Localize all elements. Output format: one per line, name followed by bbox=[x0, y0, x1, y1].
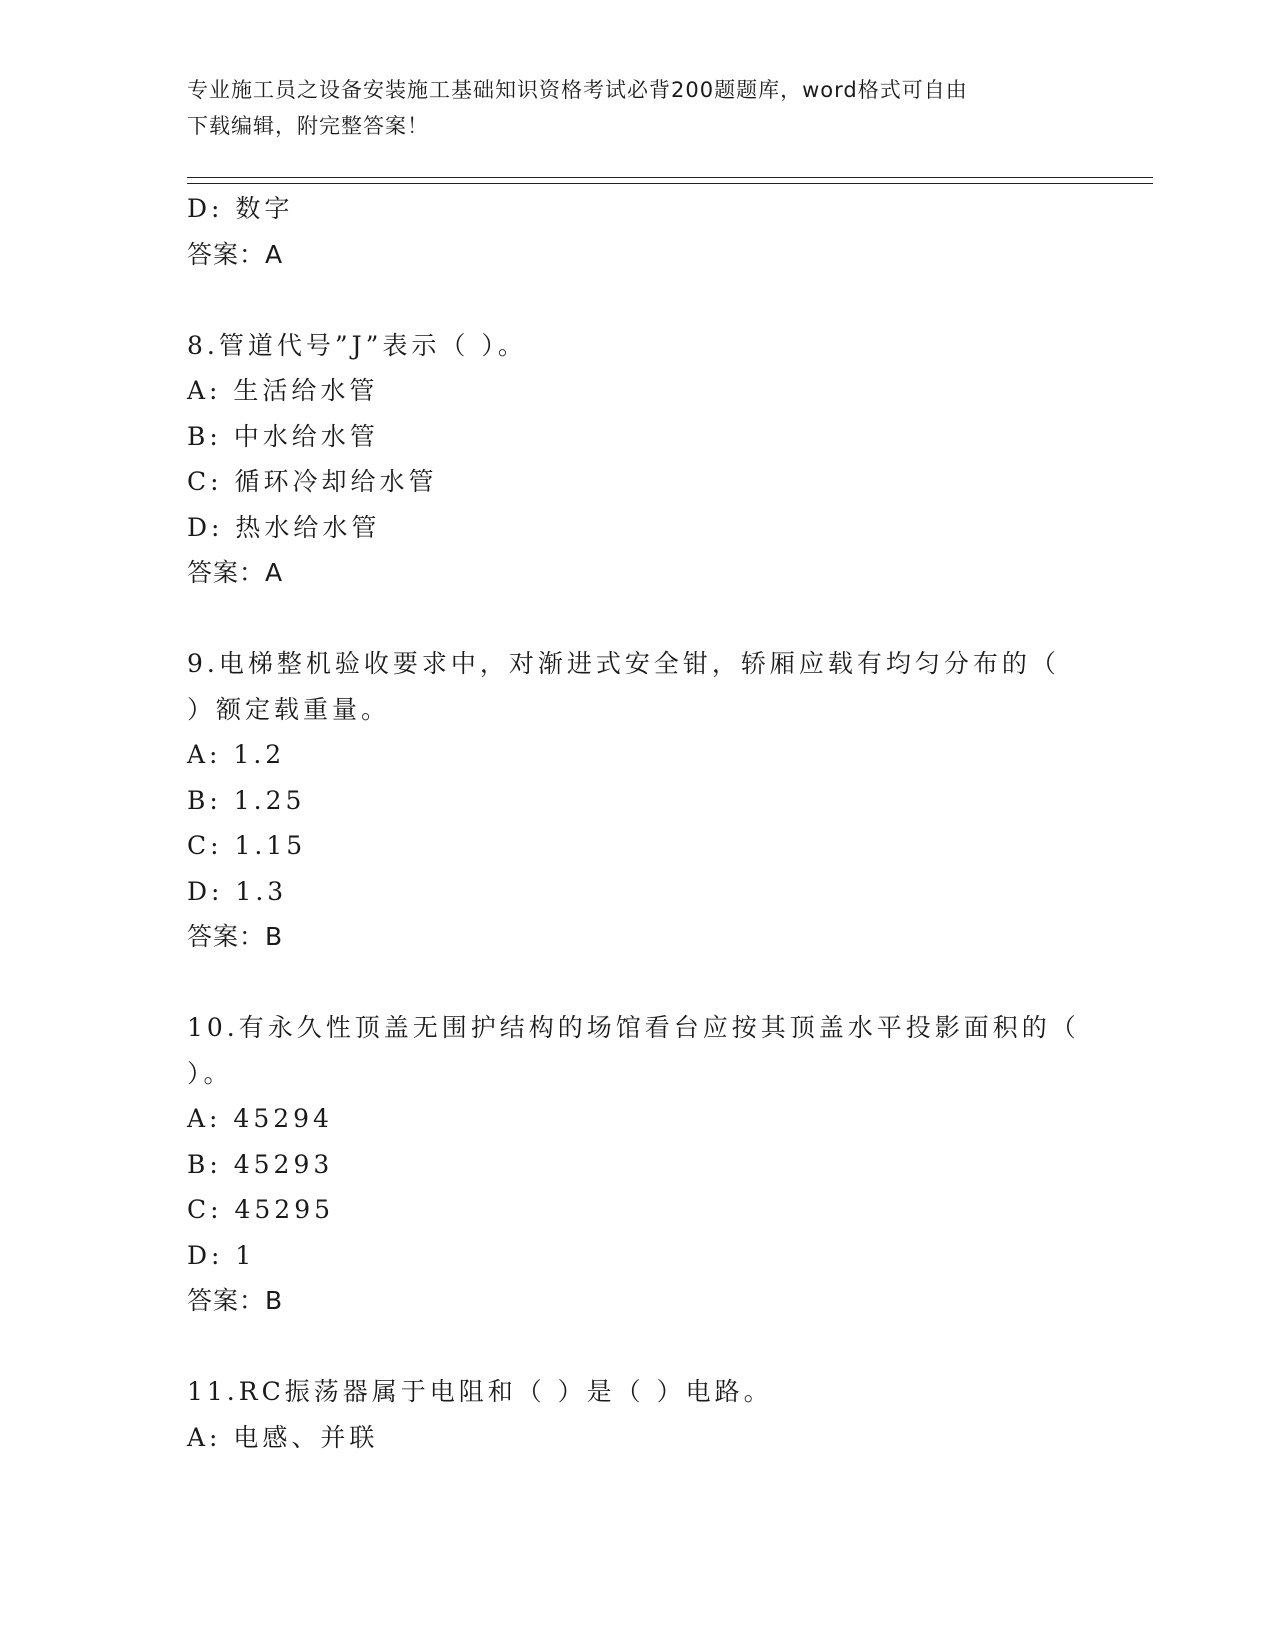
option-c: C: 1.15 bbox=[187, 831, 307, 860]
question-stem-line-2: ）额定载重量。 bbox=[187, 694, 391, 724]
header-divider-bottom bbox=[187, 183, 1153, 184]
answer-line: 答案：B bbox=[187, 922, 284, 951]
document-header bbox=[187, 72, 1067, 144]
option-b: B: 中水给水管 bbox=[187, 421, 379, 451]
header-line-2: 下载编辑，附完整答案！ bbox=[187, 114, 429, 138]
question-10 bbox=[187, 1005, 1087, 1324]
spacer bbox=[187, 960, 1087, 1006]
spacer bbox=[187, 596, 1087, 642]
option-b: B: 1.25 bbox=[187, 785, 306, 815]
option-d: D: 热水给水管 bbox=[187, 512, 381, 542]
option-d: D: 数字 bbox=[187, 194, 294, 223]
question-stem-line-2: ）。 bbox=[187, 1058, 233, 1088]
question-stem-line-1: 9.电梯整机验收要求中，对渐进式安全钳，轿厢应载有均匀分布的（ bbox=[187, 649, 1060, 678]
option-b: B: 45293 bbox=[187, 1149, 334, 1179]
answer-line: 答案：B bbox=[187, 1286, 284, 1315]
question-stem: 11.RC振荡器属于电阻和（ ）是（ ）电路。 bbox=[187, 1377, 773, 1406]
question-8 bbox=[187, 323, 1087, 596]
question-9 bbox=[187, 641, 1087, 960]
question-11 bbox=[187, 1369, 1087, 1460]
answer-line: 答案：A bbox=[187, 558, 284, 587]
option-d: D: 1.3 bbox=[187, 876, 288, 906]
option-d: D: 1 bbox=[187, 1240, 256, 1270]
header-divider-top bbox=[187, 177, 1153, 178]
spacer bbox=[187, 277, 1087, 323]
question-stem: 8.管道代号”J”表示（ ）。 bbox=[187, 330, 527, 360]
option-a: A: 45294 bbox=[187, 1104, 333, 1133]
question-7-tail bbox=[187, 186, 1087, 277]
option-c: C: 45295 bbox=[187, 1195, 335, 1224]
spacer bbox=[187, 1324, 1087, 1370]
option-c: C: 循环冷却给水管 bbox=[187, 467, 438, 496]
answer-line: 答案：A bbox=[187, 239, 284, 269]
question-stem-line-1: 10.有永久性顶盖无围护结构的场馆看台应按其顶盖水平投影面积的（ bbox=[187, 1013, 1080, 1042]
question-list bbox=[187, 186, 1087, 1460]
option-a: A: 生活给水管 bbox=[187, 376, 379, 405]
option-a: A: 电感、并联 bbox=[187, 1422, 379, 1452]
option-a: A: 1.2 bbox=[187, 740, 286, 769]
header-line-1: 专业施工员之设备安装施工基础知识资格考试必背200题题库，word格式可自由 bbox=[187, 78, 968, 102]
